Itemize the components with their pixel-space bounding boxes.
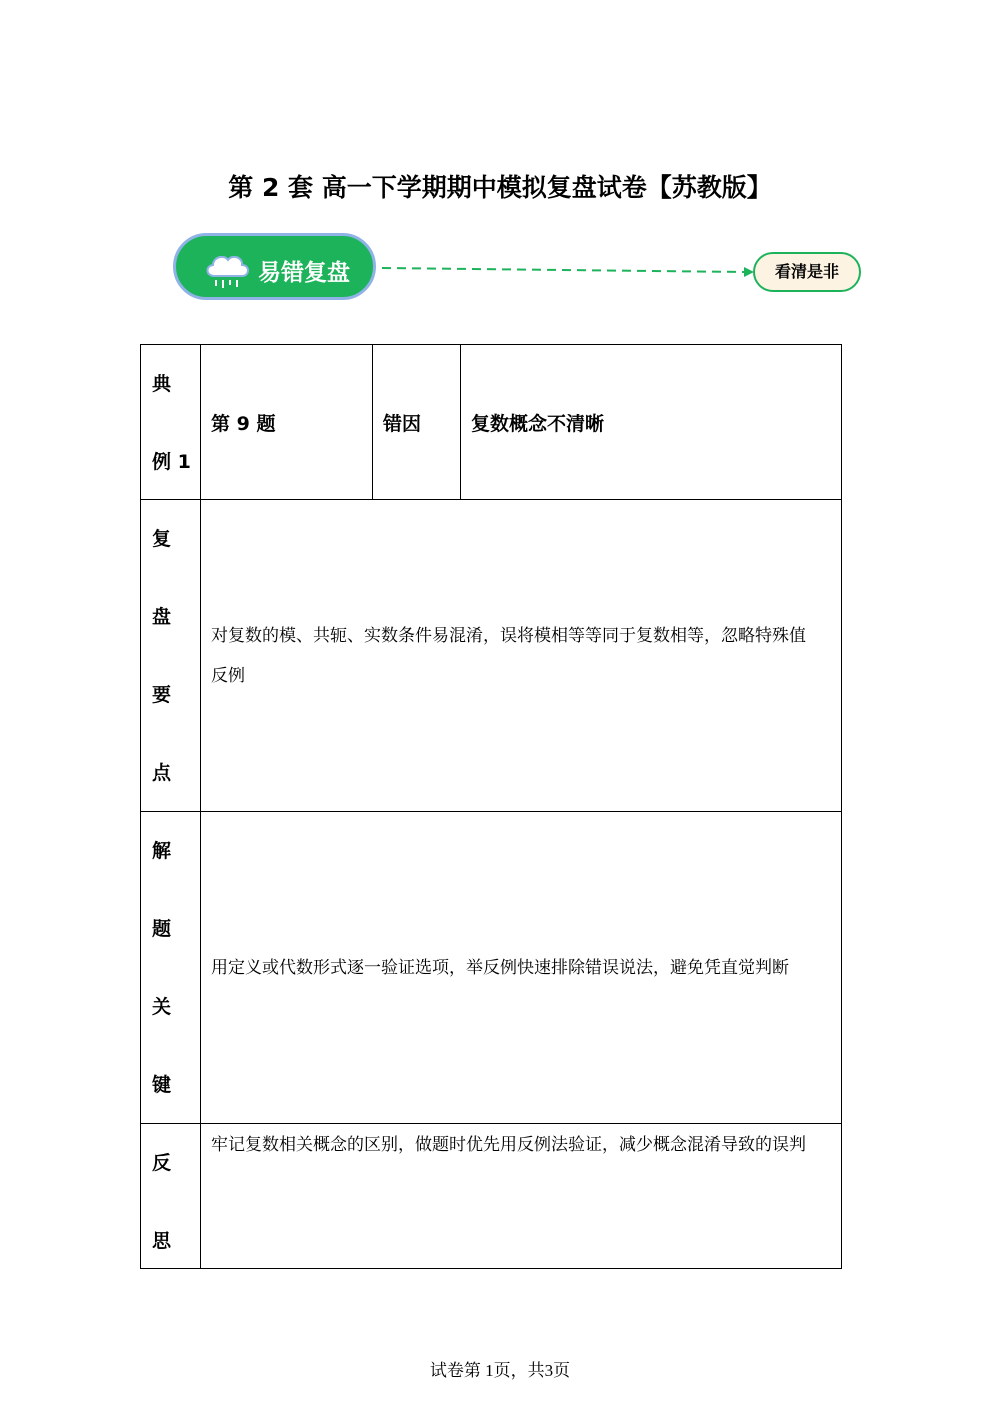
error-review-table <box>140 344 842 1269</box>
cause-text: 复数概念不清晰 <box>461 345 842 500</box>
dashed-arrow-connector <box>380 262 756 282</box>
review-line: 反例 <box>211 665 245 686</box>
reflect-head-cell <box>141 1124 201 1269</box>
key-head-char: 解 <box>152 840 172 862</box>
badge-label: 易错复盘 <box>258 260 350 286</box>
reflection-text: 牢记复数相关概念的区别，做题时优先用反例法验证，减少概念混淆导致的误判 <box>201 1124 842 1269</box>
example-head-char: 典 <box>152 373 172 395</box>
table-row <box>141 812 842 1124</box>
see-right-wrong-tag: 看清是非 <box>753 252 861 292</box>
table-row <box>141 1124 842 1269</box>
key-head-char: 关 <box>152 996 172 1018</box>
question-number: 第 9 题 <box>201 345 373 500</box>
error-review-badge <box>173 233 376 300</box>
table-row <box>141 345 842 500</box>
document-title: 第 2 套 高一下学期期中模拟复盘试卷【苏教版】 <box>228 173 772 202</box>
key-head-char: 题 <box>152 918 172 940</box>
review-head-char: 要 <box>152 684 172 706</box>
reflect-head-char: 反 <box>152 1152 172 1174</box>
review-head-char: 点 <box>152 762 172 784</box>
review-head-cell <box>141 500 201 812</box>
review-head-char: 复 <box>152 528 172 550</box>
review-line: 对复数的模、共轭、实数条件易混淆，误将模相等等同于复数相等，忽略特殊值 <box>211 625 806 646</box>
cause-label: 错因 <box>373 345 461 500</box>
key-head-char: 键 <box>152 1074 172 1096</box>
example-head-cell <box>141 345 201 500</box>
review-points-text <box>201 500 842 812</box>
page-footer: 试卷第 1页，共3页 <box>429 1361 571 1380</box>
table-row <box>141 500 842 812</box>
reflect-head-char: 思 <box>152 1230 172 1252</box>
cloud-rain-icon <box>202 249 252 291</box>
review-head-char: 盘 <box>152 606 172 628</box>
solution-key-text: 用定义或代数形式逐一验证选项，举反例快速排除错误说法，避免凭直觉判断 <box>201 812 842 1124</box>
example-head-char: 例 1 <box>152 451 191 473</box>
key-head-cell <box>141 812 201 1124</box>
